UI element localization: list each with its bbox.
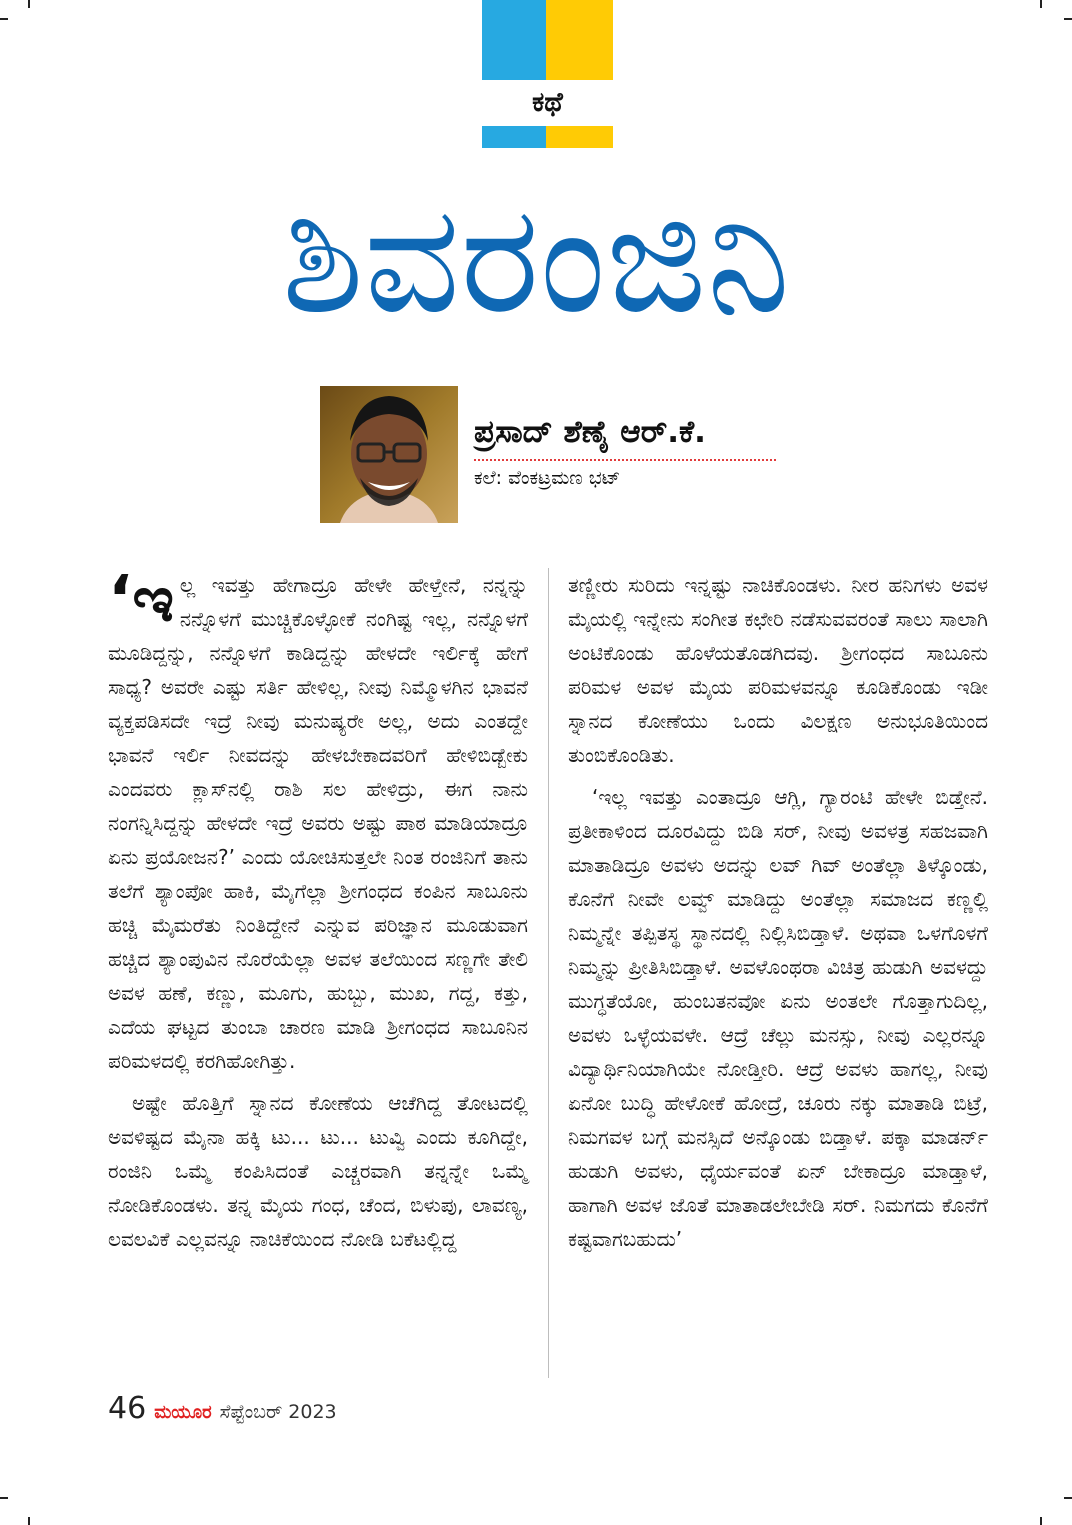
section-label: ಕಥೆ	[532, 87, 563, 118]
crop-mark	[0, 1497, 8, 1499]
crop-mark	[28, 1517, 30, 1525]
color-block	[546, 126, 613, 148]
crop-mark	[0, 18, 8, 20]
article-column-left	[108, 563, 528, 1376]
drop-cap: ‘ಇ	[108, 563, 174, 637]
issue-date: ಸೆಪ್ಟೆಂಬರ್ 2023	[219, 1401, 337, 1423]
column-divider	[548, 568, 549, 1378]
paragraph	[108, 563, 528, 1078]
color-block	[482, 126, 546, 148]
story-title: ಶಿವರಂಜಿನಿ	[281, 173, 791, 347]
color-block	[546, 0, 613, 80]
crop-mark	[1040, 0, 1042, 8]
paragraph: ಅಷ್ಟೇ ಹೊತ್ತಿಗೆ ಸ್ನಾನದ ಕೋಣೆಯ ಆಚೆಗಿದ್ದ ತೋಟದಲ್ಲಿ ಅವಳಿಷ್ಟದ ಮೈನಾ ಹಕ್ಕಿ ಟು... ಟು... ಟುವ್ವಿ ಎಂದು ಕೂಗಿದ್ದೇ, ರಂಜಿನಿ ಒಮ್ಮೆ ಕಂಪಿಸಿದಂತೆ ಎಚ್ಚರವಾಗಿ ತನ್ನನ್ನೇ ಒಮ್ಮೆ ನೋಡಿಕೊಂಡಳು. ತನ್ನ ಮೈಯ ಗಂಧ, ಚೆಂದ, ಬಿಳುಪು, ಲಾವಣ್ಯ, ಲವಲವಿಕೆ ಎಲ್ಲವನ್ನೂ ನಾಚಿಕೆಯಿಂದ ನೋಡಿ ಬಕೆಟಲ್ಲಿದ್ದ	[108, 1091, 528, 1251]
crop-mark	[1064, 1497, 1072, 1499]
page-footer	[108, 1391, 337, 1431]
paragraph: ‘ಇಲ್ಲ ಇವತ್ತು ಎಂತಾದ್ರೂ ಆಗ್ಲಿ, ಗ್ಯಾರಂಟಿ ಹೇಳೇ ಬಿಡ್ತೇನೆ. ಪ್ರತೀಕಾಳಿಂದ ದೂರವಿದ್ದು ಬಿಡಿ ಸರ್, ನೀವು ಅವಳತ್ರ ಸಹಜವಾಗಿ ಮಾತಾಡಿದ್ರೂ ಅವಳು ಅದನ್ನು ಲವ್ ಗಿವ್ ಅಂತೆಲ್ಲಾ ತಿಳ್ಕೊಂಡು, ಕೊನೆಗೆ ನೀವೇ ಲವ್ವ್ ಮಾಡಿದ್ದು ಅಂತೆಲ್ಲಾ ಸಮಾಜದ ಕಣ್ಣಲ್ಲಿ ನಿಮ್ಮನ್ನೇ ತಪ್ಪಿತಸ್ಥ ಸ್ಥಾನದಲ್ಲಿ ನಿಲ್ಲಿಸಿಬಿಡ್ತಾಳೆ. ಅಥವಾ ಒಳಗೊಳಗೆ ನಿಮ್ಮನ್ನು ಪ್ರೀತಿಸಿಬಿಡ್ತಾಳೆ. ಅವಳೊಂಥರಾ ವಿಚಿತ್ರ ಹುಡುಗಿ ಅವಳದ್ದು ಮುಗ್ಧತೆಯೋ, ಹುಂಬತನವೋ ಏನು ಅಂತಲೇ ಗೊತ್ತಾಗುದಿಲ್ಲ, ಅವಳು ಒಳ್ಳೆಯವಳೇ. ಆದ್ರೆ ಚೆಲ್ಲು ಮನಸ್ಸು, ನೀವು ಎಲ್ಲರನ್ನೂ ವಿದ್ಯಾರ್ಥಿನಿಯಾಗಿಯೇ ನೋಡ್ತೀರಿ. ಆದ್ರೆ ಅವಳು ಹಾಗಲ್ಲ, ನೀವು ಏನೋ ಬುದ್ಧಿ ಹೇಳೋಕೆ ಹೋದ್ರೆ, ಚೂರು ನಕ್ಕು ಮಾತಾಡಿ ಬಿಟ್ರೆ, ನಿಮಗವಳ ಬಗ್ಗೆ ಮನಸ್ಸಿದೆ ಅನ್ಕೊಂಡು ಬಿಡ್ತಾಳೆ. ಪಕ್ಕಾ ಮಾಡರ್ನ್ ಹುಡುಗಿ ಅವಳು, ಧೈರ್ಯವಂತೆ ಏನ್ ಬೇಕಾದ್ರೂ ಮಾಡ್ತಾಳೆ, ಹಾಗಾಗಿ ಅವಳ ಜೊತೆ ಮಾತಾಡಲೇಬೇಡಿ ಸರ್. ನಿಮಗದು ಕೊನೆಗೆ ಕಷ್ಟವಾಗಬಹುದು’	[568, 785, 988, 1251]
magazine-logo: ಮಯೂರ	[154, 1402, 212, 1423]
crop-mark	[1040, 1517, 1042, 1525]
page-number: 46	[108, 1391, 147, 1426]
paragraph-text: ಲ್ಲ ಇವತ್ತು ಹೇಗಾದ್ರೂ ಹೇಳೇ ಹೇಳ್ತೇನೆ, ನನ್ನನ್ನು ನನ್ನೊಳಗೆ ಮುಚ್ಚಿಕೊಳ್ಳೋಕೆ ನಂಗಿಷ್ಟ ಇಲ್ಲ, ನನ್ನೊಳಗೆ ಮೂಡಿದ್ದನ್ನು, ನನ್ನೊಳಗೆ ಕಾಡಿದ್ದನ್ನು ಹೇಳದೇ ಇರ್ಲಿಕ್ಕೆ ಹೇಗೆ ಸಾಧ್ಯ? ಅವರೇ ಎಷ್ಟು ಸರ್ತಿ ಹೇಳಿಲ್ಲ, ನೀವು ನಿಮ್ಮೊಳಗಿನ ಭಾವನೆ ವ್ಯಕ್ತಪಡಿಸದೇ ಇದ್ರೆ ನೀವು ಮನುಷ್ಯರೇ ಅಲ್ಲ, ಅದು ಎಂತದ್ದೇ ಭಾವನೆ ಇರ್ಲಿ ನೀವದನ್ನು ಹೇಳಬೇಕಾದವರಿಗೆ ಹೇಳಿಬಿಡ್ಬೇಕು ಎಂದವರು ಕ್ಲಾಸ್‌ನಲ್ಲಿ ರಾಶಿ ಸಲ ಹೇಳಿದ್ರು, ಈಗ ನಾನು ನಂಗನ್ನಿಸಿದ್ದನ್ನು ಹೇಳದೇ ಇದ್ರೆ ಅವರು ಅಷ್ಟು ಪಾಠ ಮಾಡಿಯಾದ್ರೂ ಏನು ಪ್ರಯೋಜನ?’ ಎಂದು ಯೋಚಿಸುತ್ತಲೇ ನಿಂತ ರಂಜಿನಿಗೆ ತಾನು ತಲೆಗೆ ಶ್ಯಾಂಪೋ ಹಾಕಿ, ಮೈಗೆಲ್ಲಾ ಶ್ರೀಗಂಧದ ಕಂಪಿನ ಸಾಬೂನು ಹಚ್ಚಿ ಮೈಮರೆತು ನಿಂತಿದ್ದೇನೆ ಎನ್ನುವ ಪರಿಜ್ಞಾನ ಮೂಡುವಾಗ ಹಚ್ಚಿದ ಶ್ಯಾಂಪುವಿನ ನೊರೆಯೆಲ್ಲಾ ಅವಳ ತಲೆಯಿಂದ ಸಣ್ಣಗೇ ತೇಲಿ ಅವಳ ಹಣೆ, ಕಣ್ಣು, ಮೂಗು, ಹುಬ್ಬು, ಮುಖ, ಗದ್ದ, ಕತ್ತು, ಎದೆಯ ಘಟ್ಟದ ತುಂಬಾ ಚಾರಣ ಮಾಡಿ ಶ್ರೀಗಂಧದ ಸಾಬೂನಿನ ಪರಿಮಳದಲ್ಲಿ ಕರಗಿಹೋಗಿತ್ತು.	[108, 573, 528, 1073]
author-name: ಪ್ರಸಾದ್ ಶೆಣೈ ಆರ್.ಕೆ.	[474, 414, 706, 450]
author-photo	[320, 386, 458, 523]
paragraph: ತಣ್ಣೀರು ಸುರಿದು ಇನ್ನಷ್ಟು ನಾಚಿಕೊಂಡಳು. ನೀರ ಹನಿಗಳು ಅವಳ ಮೈಯಲ್ಲಿ ಇನ್ನೇನು ಸಂಗೀತ ಕಛೇರಿ ನಡೆಸುವವರಂತೆ ಸಾಲು ಸಾಲಾಗಿ ಅಂಟಿಕೊಂಡು ಹೊಳೆಯತೊಡಗಿದವು. ಶ್ರೀಗಂಧದ ಸಾಬೂನು ಪರಿಮಳ ಅವಳ ಮೈಯ ಪರಿಮಳವನ್ನೂ ಕೂಡಿಕೊಂಡು ಇಡೀ ಸ್ನಾನದ ಕೋಣೆಯು ಒಂದು ವಿಲಕ್ಷಣ ಅನುಭೂತಿಯಿಂದ ತುಂಬಿಕೊಂಡಿತು.	[568, 573, 988, 767]
crop-mark	[1064, 18, 1072, 20]
divider	[474, 459, 776, 461]
artist-credit: ಕಲೆ: ವೆಂಕಟ್ರಮಣ ಭಟ್	[474, 467, 621, 489]
article-column-right	[568, 568, 988, 1376]
color-block	[482, 0, 546, 80]
crop-mark	[28, 0, 30, 8]
section-tag	[482, 0, 613, 148]
